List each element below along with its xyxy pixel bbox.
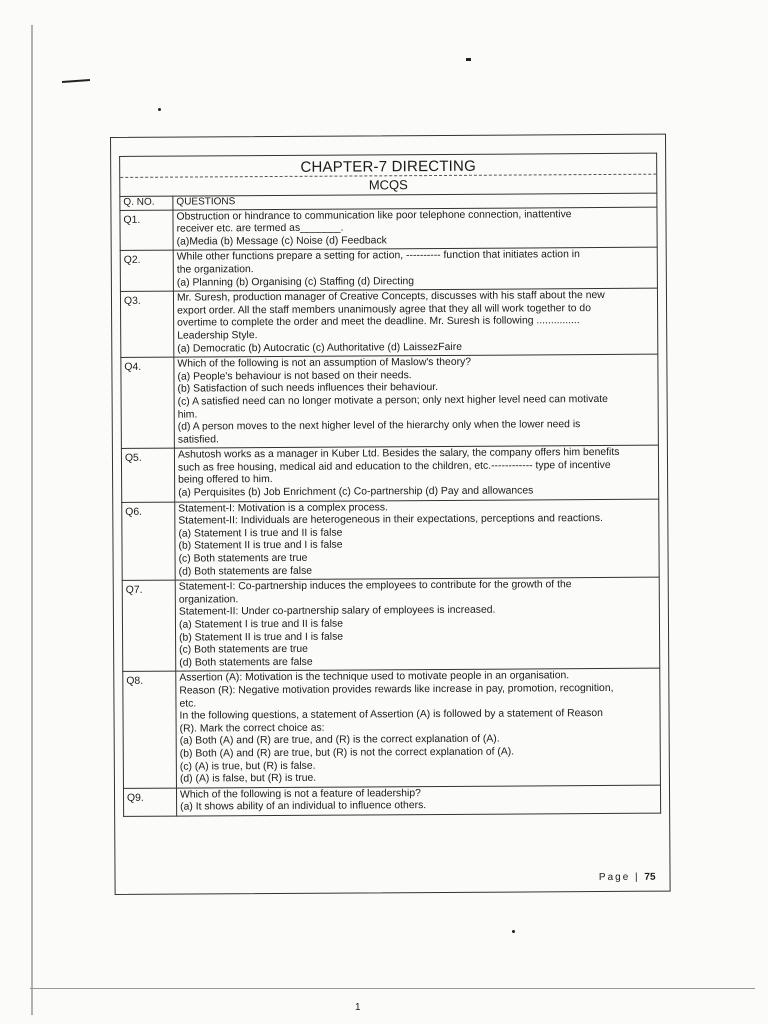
question-number: Q4. bbox=[121, 357, 175, 448]
question-text bbox=[176, 785, 660, 816]
question-row bbox=[120, 207, 657, 251]
question-number: Q3. bbox=[120, 291, 173, 357]
question-row bbox=[123, 669, 661, 789]
chapter-title: CHAPTER-7 DIRECTING bbox=[300, 157, 476, 176]
question-line: Reason (R): Negative motivation provides rewards like increase in pay, promotion, recognition, bbox=[179, 682, 614, 697]
question-line: (b) Both (A) and (R) are true, but (R) is not the correct explanation of (A). bbox=[179, 746, 515, 760]
question-line: (c) Both statements are true bbox=[178, 552, 308, 565]
question-line: (a) Planning (b) Organising (c) Staffing (d) Directing bbox=[176, 275, 415, 289]
question-row bbox=[121, 354, 659, 448]
question-line: Statement-I: Motivation is a complex process. bbox=[178, 501, 388, 515]
question-number: Q6. bbox=[122, 502, 175, 581]
question-line: Statement-I: Co-partnership induces the employees to contribute for the growth of the bbox=[178, 579, 572, 593]
question-text bbox=[173, 207, 657, 251]
bottom-page-number: 1 bbox=[355, 1002, 361, 1013]
question-text bbox=[173, 248, 657, 292]
question-row bbox=[120, 248, 657, 292]
question-line: (a) It shows ability of an individual to influence others. bbox=[180, 800, 427, 813]
question-line: Assertion (A): Motivation is the technique used to motivate people in an organisation. bbox=[179, 670, 570, 684]
question-line: (R). Mark the correct choice as: bbox=[179, 722, 325, 735]
question-row bbox=[122, 499, 659, 581]
scan-mark bbox=[466, 58, 471, 61]
question-line: Statement-II: Individuals are heterogeneous in their expectations, perceptions and reactions. bbox=[178, 513, 603, 527]
question-line: overtime to complete the order and meet the deadline. Mr. Suresh is following ............... bbox=[177, 315, 580, 329]
question-line: organization. bbox=[178, 594, 239, 606]
mcq-table bbox=[119, 193, 661, 817]
question-number: Q2. bbox=[120, 250, 173, 291]
question-line: In the following questions, a statement of Assertion (A) is followed by a statement of Reason bbox=[179, 708, 603, 722]
question-line: (c) A satisfied need can no longer motivate a person; only next higher level need can motivate bbox=[177, 393, 608, 408]
question-text bbox=[176, 669, 661, 788]
question-line: (b) Statement II is true and I is false bbox=[179, 631, 344, 644]
questions-header: QUESTIONS bbox=[173, 193, 657, 210]
question-line: (a) Both (A) and (R) are true, and (R) is the correct explanation of (A). bbox=[179, 733, 500, 747]
question-text bbox=[174, 354, 659, 448]
question-line: (a) People's behaviour is not based on their needs. bbox=[177, 369, 412, 383]
question-line: Which of the following is not a feature of leadership? bbox=[179, 787, 421, 801]
question-line: (c) Both statements are true bbox=[179, 643, 308, 656]
question-number: Q9. bbox=[123, 788, 176, 817]
document-frame bbox=[110, 134, 671, 895]
question-row bbox=[122, 577, 660, 671]
question-line: (a) Democratic (b) Autocratic (c) Authoritative (d) LaissezFaire bbox=[177, 341, 463, 355]
scan-mark bbox=[158, 108, 161, 111]
question-line: (d) Both statements are false bbox=[179, 656, 313, 669]
question-line: Mr. Suresh, production manager of Creative Concepts, discusses with his staff about the new bbox=[176, 290, 605, 304]
question-number: Q7. bbox=[122, 580, 176, 671]
question-number: Q5. bbox=[121, 448, 174, 502]
question-line: (d) (A) is false, but (R) is true. bbox=[179, 772, 317, 785]
question-line: Which of the following is not an assumption of Maslow's theory? bbox=[177, 356, 472, 370]
question-row bbox=[121, 445, 658, 502]
content-area bbox=[119, 153, 661, 817]
question-row bbox=[123, 785, 660, 816]
question-line: While other functions prepare a setting for action, ---------- function that initiates action in bbox=[176, 249, 580, 263]
question-line: Leadership Style. bbox=[177, 330, 258, 342]
question-line: (b) Statement II is true and I is false bbox=[178, 540, 343, 553]
question-line: such as free housing, medical aid and education to the children, etc.------------ type of incentive bbox=[177, 459, 611, 474]
question-line: (a) Perquisites (b) Job Enrichment (c) Co-partnership (d) Pay and allowances bbox=[178, 485, 534, 499]
question-line: (a) Statement I is true and II is false bbox=[178, 527, 343, 540]
question-line: export order. All the staff members unanimously agree that they all will work together to do bbox=[177, 302, 592, 317]
question-line: Ashutosh works as a manager in Kuber Ltd. Besides the salary, the company offers him benefits bbox=[177, 447, 620, 461]
qno-header: Q. NO. bbox=[120, 196, 173, 210]
question-text bbox=[175, 577, 660, 671]
question-line: Obstruction or hindrance to communication like poor telephone connection, inattentive bbox=[176, 208, 572, 223]
question-line: (a)Media (b) Message (c) Noise (d) Feedback bbox=[176, 235, 387, 248]
page-number: 75 bbox=[644, 871, 656, 883]
page-label: Page bbox=[598, 871, 631, 884]
scan-mark bbox=[62, 79, 90, 83]
question-number: Q1. bbox=[120, 210, 173, 251]
question-line: being offered to him. bbox=[178, 474, 273, 487]
question-number: Q8. bbox=[123, 671, 177, 788]
section-subtitle: MCQS bbox=[120, 174, 656, 196]
scan-bottom-line bbox=[30, 988, 755, 989]
page-footer: Page | 75 bbox=[598, 871, 656, 884]
question-text bbox=[174, 445, 658, 501]
question-text bbox=[175, 499, 659, 581]
question-line: (d) A person moves to the next higher level of the hierarchy only when the lower need is bbox=[177, 419, 581, 433]
question-line: him. bbox=[177, 408, 198, 421]
question-row bbox=[120, 288, 657, 357]
question-line: the organization. bbox=[176, 264, 254, 276]
question-line: satisfied. bbox=[177, 434, 219, 446]
scan-mark bbox=[512, 930, 515, 933]
question-line: (c) (A) is true, but (R) is false. bbox=[179, 760, 316, 773]
question-line: etc. bbox=[179, 698, 197, 710]
question-line: receiver etc. are termed as_______. bbox=[176, 222, 344, 235]
question-line: (d) Both statements are false bbox=[178, 565, 313, 578]
title-box bbox=[119, 153, 657, 196]
question-line: (b) Satisfaction of such needs influences their behaviour. bbox=[177, 382, 439, 395]
question-text bbox=[173, 288, 657, 357]
question-line: Statement-II: Under co-partnership salary of employees is increased. bbox=[178, 605, 496, 618]
scan-left-edge-line bbox=[31, 25, 33, 1015]
question-line: (a) Statement I is true and II is false bbox=[178, 618, 344, 631]
